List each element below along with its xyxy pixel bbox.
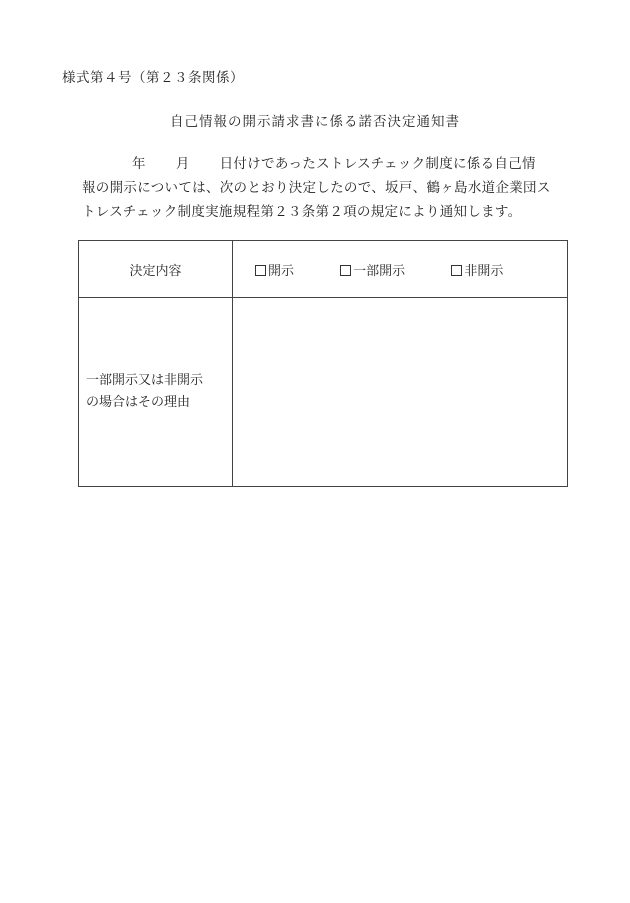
year-label: 年 — [132, 156, 146, 172]
option-partial-disclose[interactable] — [340, 260, 405, 279]
body-line-1-text: 日付けであったストレスチェック制度に係る自己情 — [219, 156, 536, 172]
reason-label-line-2: の場合はその理由 — [86, 395, 191, 410]
checkbox-partial-disclose[interactable] — [340, 265, 351, 276]
checkbox-disclose[interactable] — [255, 265, 266, 276]
reason-label — [79, 298, 233, 487]
body-line-2: 報の開示については、次のとおり決定したので、坂戸、鶴ヶ島水道企業団ス — [82, 180, 551, 196]
option-non-disclose-label: 非開示 — [464, 263, 504, 279]
form-number: 様式第４号（第２３条関係） — [62, 70, 244, 86]
body-line-1 — [82, 152, 572, 176]
reason-row — [79, 298, 568, 487]
decision-row — [79, 241, 568, 298]
reason-label-line-1: 一部開示又は非開示 — [86, 373, 204, 388]
notice-body — [82, 152, 572, 224]
decision-table — [78, 240, 568, 487]
document-title: 自己情報の開示請求書に係る諾否決定通知書 — [170, 114, 460, 130]
decision-options — [233, 241, 568, 298]
checkbox-non-disclose[interactable] — [451, 265, 462, 276]
option-partial-disclose-label: 一部開示 — [353, 263, 406, 279]
option-non-disclose[interactable] — [451, 260, 503, 279]
reason-field[interactable] — [233, 298, 568, 487]
option-disclose-label: 開示 — [268, 263, 295, 279]
month-label: 月 — [175, 156, 190, 172]
body-line-3: トレスチェック制度実施規程第２３条第２項の規定により通知します。 — [82, 204, 522, 220]
decision-label: 決定内容 — [79, 241, 233, 298]
option-disclose[interactable] — [255, 260, 294, 279]
